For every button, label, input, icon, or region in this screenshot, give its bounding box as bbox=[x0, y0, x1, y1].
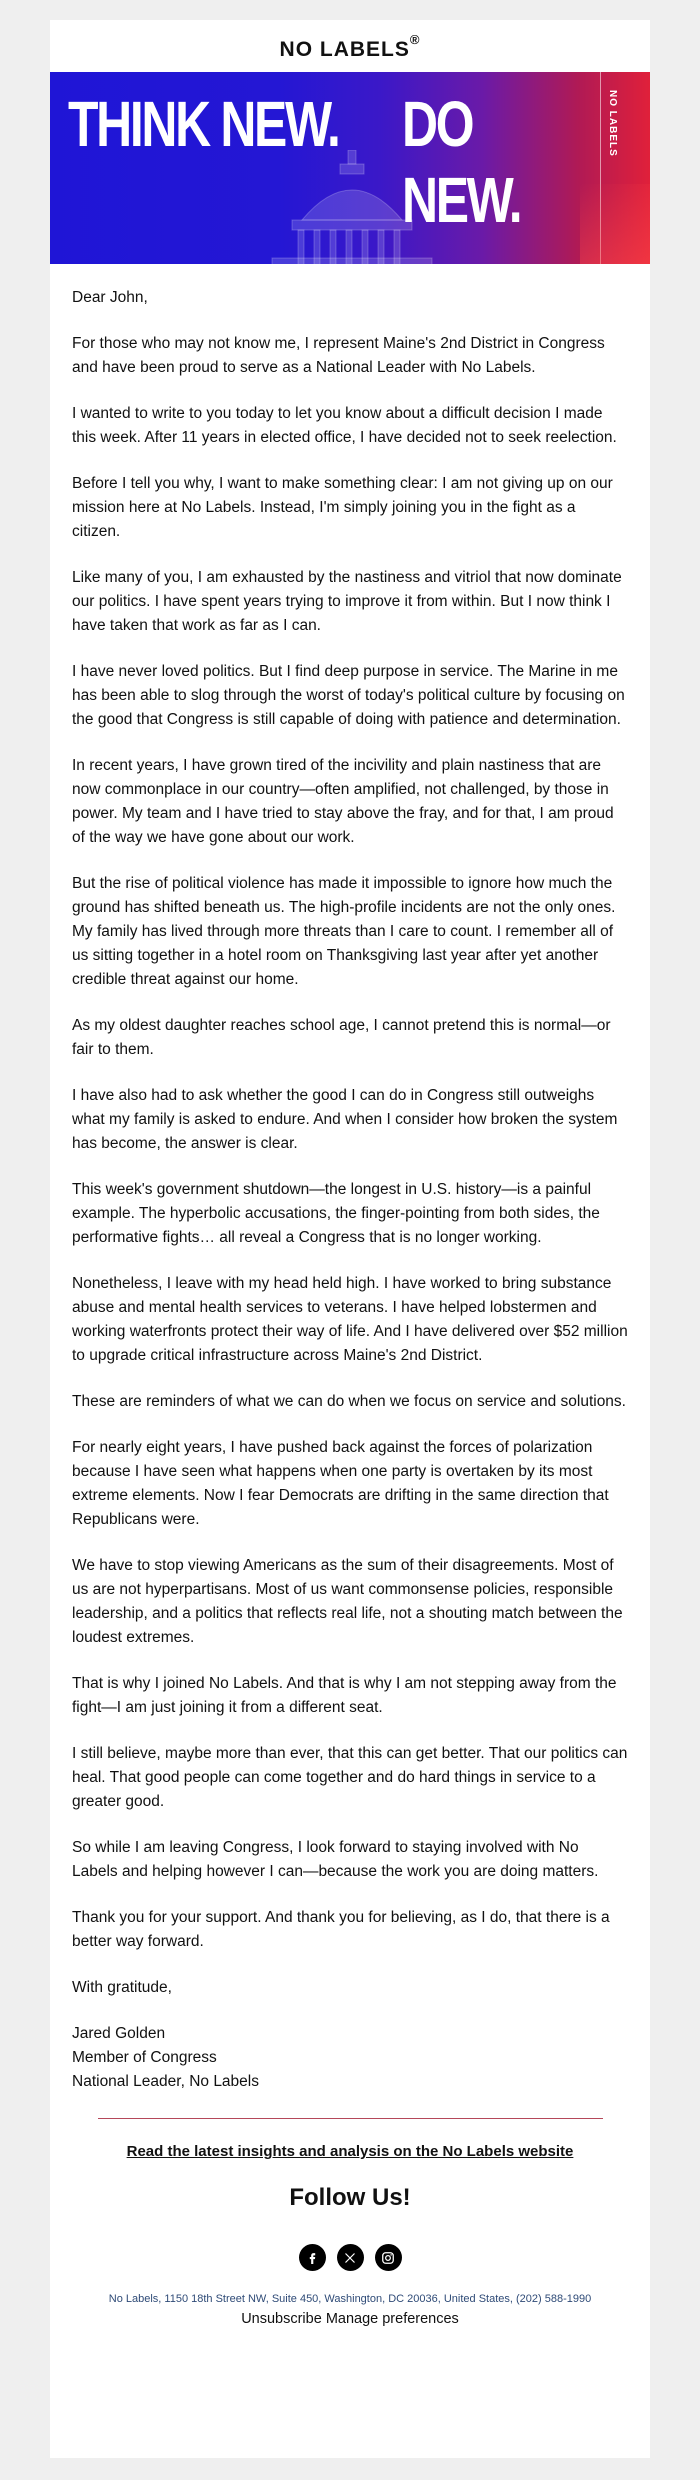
letter-paragraph: These are reminders of what we can do when we focus on service and solutions. bbox=[72, 1393, 626, 1410]
letter-paragraph: Like many of you, I am exhausted by the nastiness and vitriol that now dominate our politics. I have spent years trying to improve it from within. But I now think I have taken that work as far as I can. bbox=[72, 569, 622, 634]
letter-paragraph: Thank you for your support. And thank you for believing, as I do, that there is a better way forward. bbox=[72, 1909, 610, 1950]
letter-paragraph: We have to stop viewing Americans as the sum of their disagreements. Most of us are not hyperpartisans. Most of us want commonsense policies, responsible leadership, and a politics that reflects real life, not a shouting match between the loudest extremes. bbox=[72, 1557, 623, 1646]
section-divider bbox=[98, 2118, 603, 2119]
instagram-icon[interactable] bbox=[375, 2244, 402, 2271]
hero-headline-think-new: THINK NEW. bbox=[68, 88, 339, 160]
unsubscribe-link[interactable]: Unsubscribe bbox=[241, 2311, 322, 2327]
letter-paragraph: Before I tell you why, I want to make something clear: I am not giving up on our mission here at No Labels. Instead, I'm simply joining you in the fight as a citizen. bbox=[72, 475, 613, 540]
signature-block bbox=[72, 2022, 628, 2094]
manage-preferences-link[interactable]: Manage preferences bbox=[325, 2311, 459, 2327]
hero-corner-glow bbox=[580, 184, 650, 264]
footer-address: No Labels, 1150 18th Street NW, Suite 450, Washington, DC 20036, United States, (202) 588-1990 bbox=[108, 2293, 592, 2305]
x-icon[interactable] bbox=[337, 2244, 364, 2271]
no-labels-logo[interactable] bbox=[279, 32, 421, 62]
signature-name: Jared Golden bbox=[72, 2025, 166, 2042]
footer-links bbox=[50, 2311, 650, 2327]
cta-block bbox=[50, 2143, 650, 2160]
registered-mark: ® bbox=[409, 32, 421, 47]
letter-paragraph: That is why I joined No Labels. And that is why I am not stepping away from the fight—I am just joining it from a different seat. bbox=[72, 1675, 617, 1716]
letter-greeting: Dear John, bbox=[72, 289, 148, 306]
letter-paragraph: I have also had to ask whether the good I can do in Congress still outweighs what my family is asked to endure. And when I consider how broken the system has become, the answer is clear. bbox=[72, 1087, 618, 1152]
letter-paragraph: But the rise of political violence has made it impossible to ignore how much the ground has shifted beneath us. The high-profile incidents are not the only ones. My family has lived through more threats than I care to count. I remember all of us sitting together in a hotel room on Thanksgiving last year after yet another credible threat against our home. bbox=[72, 875, 616, 988]
email-container bbox=[50, 20, 650, 2458]
letter-paragraph: I wanted to write to you today to let you know about a difficult decision I made this week. After 11 years in elected office, I have decided not to seek reelection. bbox=[72, 405, 617, 446]
letter-paragraph: This week's government shutdown—the longest in U.S. history—is a painful example. The hyperbolic accusations, the finger-pointing from both sides, the performative fights… all reveal a Congress that is no longer working. bbox=[72, 1181, 600, 1246]
logo-bar bbox=[50, 20, 650, 72]
website-link[interactable]: Read the latest insights and analysis on the No Labels website bbox=[126, 2143, 574, 2160]
letter-paragraph: In recent years, I have grown tired of the incivility and plain nastiness that are now commonplace in our country—often amplified, not challenged, by those in power. My team and I have tried to stay above the fray, and for that, I am proud of the way we have gone about our work. bbox=[72, 757, 614, 846]
letter-body bbox=[50, 264, 650, 2094]
signature-role: National Leader, No Labels bbox=[72, 2073, 259, 2090]
social-icons bbox=[50, 2244, 650, 2271]
hero-side-label: NO LABELS bbox=[607, 90, 618, 157]
letter-paragraph: I still believe, maybe more than ever, that this can get better. That our politics can heal. That good people can come together and do hard things in service to a greater good. bbox=[72, 1745, 628, 1810]
follow-us-heading: Follow Us! bbox=[289, 2184, 411, 2211]
hero-headline-do-new: DO NEW. bbox=[402, 88, 521, 236]
letter-paragraph: As my oldest daughter reaches school age, I cannot pretend this is normal—or fair to them. bbox=[72, 1017, 611, 1058]
letter-paragraph: Nonetheless, I leave with my head held high. I have worked to bring substance abuse and mental health services to veterans. I have helped lobstermen and working waterfronts protect their way of life. And I have delivered over $52 million to upgrade critical infrastructure across Maine's 2nd District. bbox=[72, 1275, 628, 1364]
letter-paragraph: For those who may not know me, I represent Maine's 2nd District in Congress and have been proud to serve as a National Leader with No Labels. bbox=[72, 335, 605, 376]
facebook-icon[interactable] bbox=[299, 2244, 326, 2271]
signature-title: Member of Congress bbox=[72, 2049, 217, 2066]
letter-paragraph: So while I am leaving Congress, I look forward to staying involved with No Labels and helping however I can—because the work you are doing matters. bbox=[72, 1839, 599, 1880]
letter-paragraph: I have never loved politics. But I find deep purpose in service. The Marine in me has been able to slog through the worst of today's political culture by focusing on the good that Congress is still capable of doing with patience and determination. bbox=[72, 663, 625, 728]
letter-closing: With gratitude, bbox=[72, 1979, 172, 1996]
logo-text: NO LABELS bbox=[279, 38, 410, 61]
letter-paragraph: For nearly eight years, I have pushed back against the forces of polarization because I have seen what happens when one party is overtaken by its most extreme elements. Now I fear Democrats are drifting in the same direction that Republicans were. bbox=[72, 1439, 609, 1528]
hero-banner[interactable] bbox=[50, 72, 650, 264]
